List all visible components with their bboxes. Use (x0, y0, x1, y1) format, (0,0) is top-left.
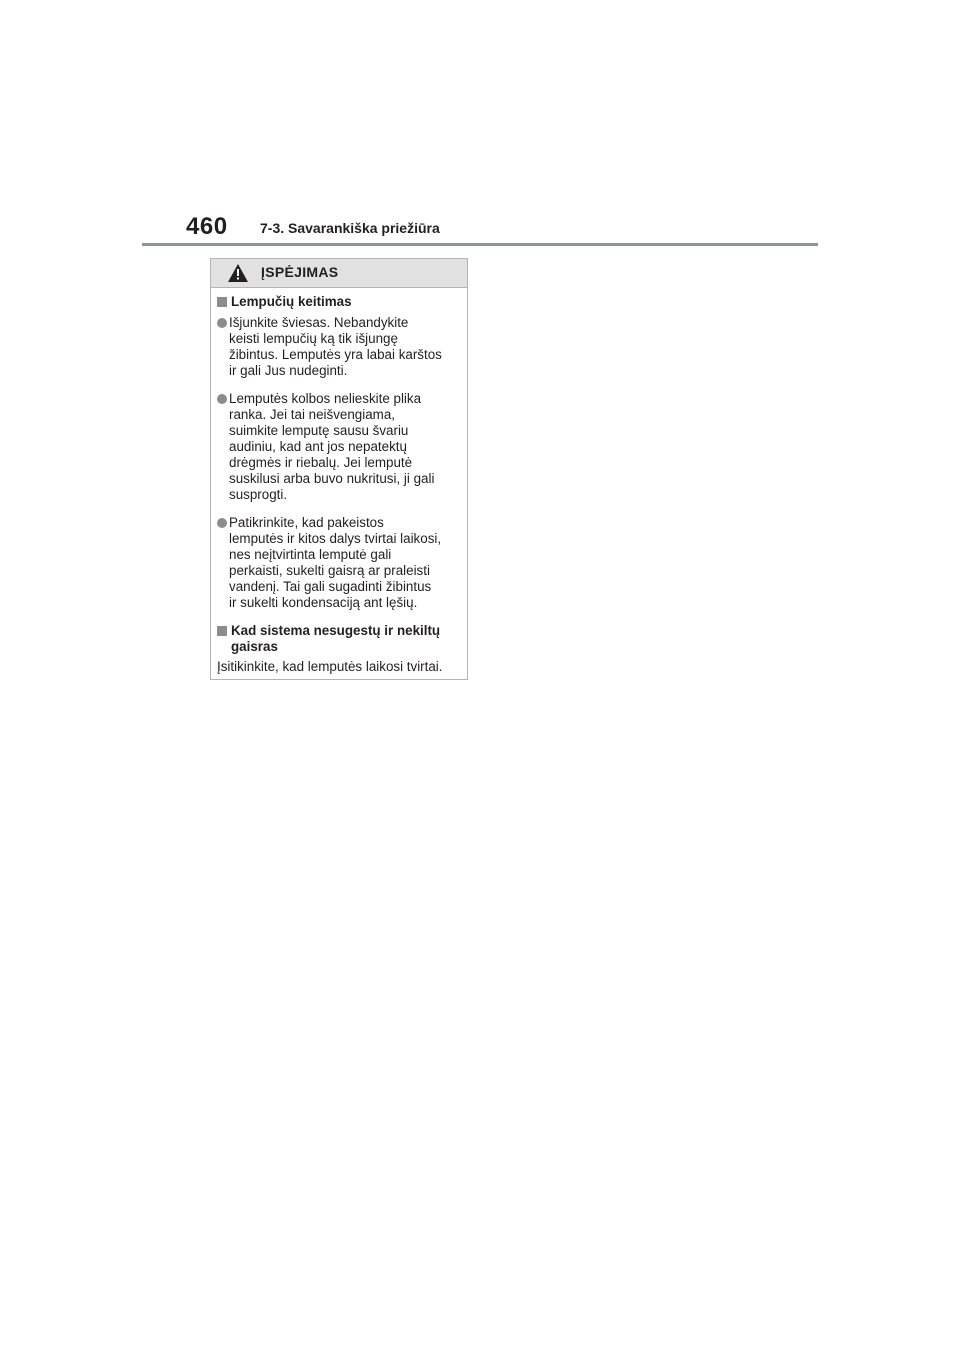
page-number: 460 (186, 213, 228, 240)
header-divider (142, 243, 818, 246)
warning-box (210, 258, 468, 680)
section-heading (217, 294, 461, 310)
list-item (217, 391, 461, 503)
section-title: 7-3. Savarankiška priežiūra (260, 220, 440, 236)
warning-title: ĮSPĖJIMAS (261, 264, 339, 280)
list-item (217, 515, 461, 611)
warning-body (211, 288, 467, 675)
section-text: Įsitikinkite, kad lemputės laikosi tvirtai. (217, 659, 443, 674)
list-item-text: Patikrinkite, kad pakeistos lemputės ir kitos dalys tvirtai laikosi, nes neįtvirtinta lemputė gali perkaisti, sukelti gaisrą ar praleisti vandenį. Tai gali sugadinti žibintus ir sukelti kondensaciją ant lęšių. (229, 515, 442, 610)
list-item-text: Lemputės kolbos nelieskite plika ranka. Jei tai neišvengiama, suimkite lemputę sausu švariu audiniu, kad ant jos nepatektų drėgmės ir riebalų. Jei lemputė suskilusi arba buvo nukritusi, ji gali susprogti. (229, 391, 435, 502)
list-item-text: Išjunkite šviesas. Nebandykite keisti lempučių ką tik išjungę žibintus. Lemputės yra labai karštos ir gali Jus nudeginti. (229, 315, 442, 378)
section-heading-text: Kad sistema nesugestų ir nekiltų gaisras (231, 623, 441, 654)
circle-bullet-icon (217, 394, 227, 404)
section-heading-text: Lempučių keitimas (231, 294, 352, 309)
circle-bullet-icon (217, 518, 227, 528)
circle-bullet-icon (217, 318, 227, 328)
warning-header (211, 259, 467, 288)
list-item (217, 315, 461, 379)
square-bullet-icon (217, 297, 227, 307)
square-bullet-icon (217, 626, 227, 636)
section-heading (217, 623, 461, 655)
warning-triangle-icon (227, 263, 249, 283)
